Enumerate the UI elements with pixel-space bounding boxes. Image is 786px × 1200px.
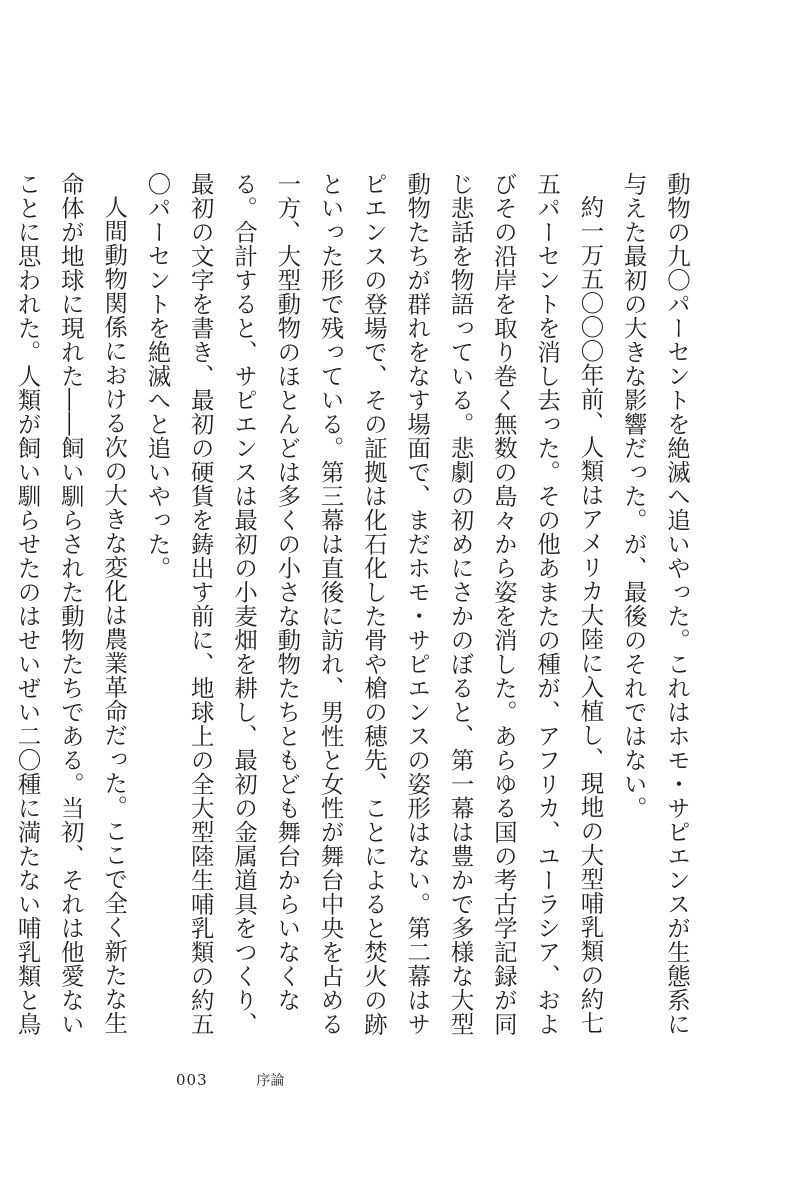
paragraph: 約一万五〇〇〇年前、人類はアメリカ大陸に入植し、現地の大型哺乳類の約七五パーセントを消し去った。その他あまたの種が、アフリカ、ユーラシア、およびその沿岸を取り巻く無数の島々から姿を消した。あらゆる国の考古学記録が同じ悲話を物語っている。悲劇の初めにさかのぼると、第一幕は豊かで多様な大型動物たちが群れをなす場面で、まだホモ・サピエンスの姿形はない。第二幕はサピエンスの登場で、その証拠は化石化した骨や槍の穂先、ことによると焚火の跡といった形で残っている。第三幕は直後に訪れ、男性と女性が舞台中央を占める一方、大型動物のほとんどは多くの小さな動物たちともども舞台からいなくなる。合計すると、サピエンスは最初の小麦畑を耕し、最初の金属道具をつくり、最初の文字を書き、最初の硬貨を鋳出す前に、地球上の全大型陸生哺乳類の約五〇パーセントを絶滅へと追いやった。 bbox=[143, 172, 605, 1036]
paragraph: 動物の九〇パーセントを絶滅へ追いやった。これはホモ・サピエンスが生態系に与えた最初の大きな影響だった。が、最後のそれではない。 bbox=[619, 172, 691, 1036]
running-head: 序論 bbox=[256, 1073, 285, 1089]
body-text bbox=[13, 172, 698, 1052]
page-number: 003 bbox=[176, 1071, 208, 1089]
page-footer bbox=[176, 1070, 284, 1090]
paragraph: 人間動物関係における次の大きな変化は農業革命だった。ここで全く新たな生命体が地球に現れた――飼い馴らされた動物たちである。当初、それは他愛ないことに思われた。人類が飼い馴らせたのはせいぜい二〇種に満たない哺乳類と鳥 bbox=[13, 172, 129, 1036]
